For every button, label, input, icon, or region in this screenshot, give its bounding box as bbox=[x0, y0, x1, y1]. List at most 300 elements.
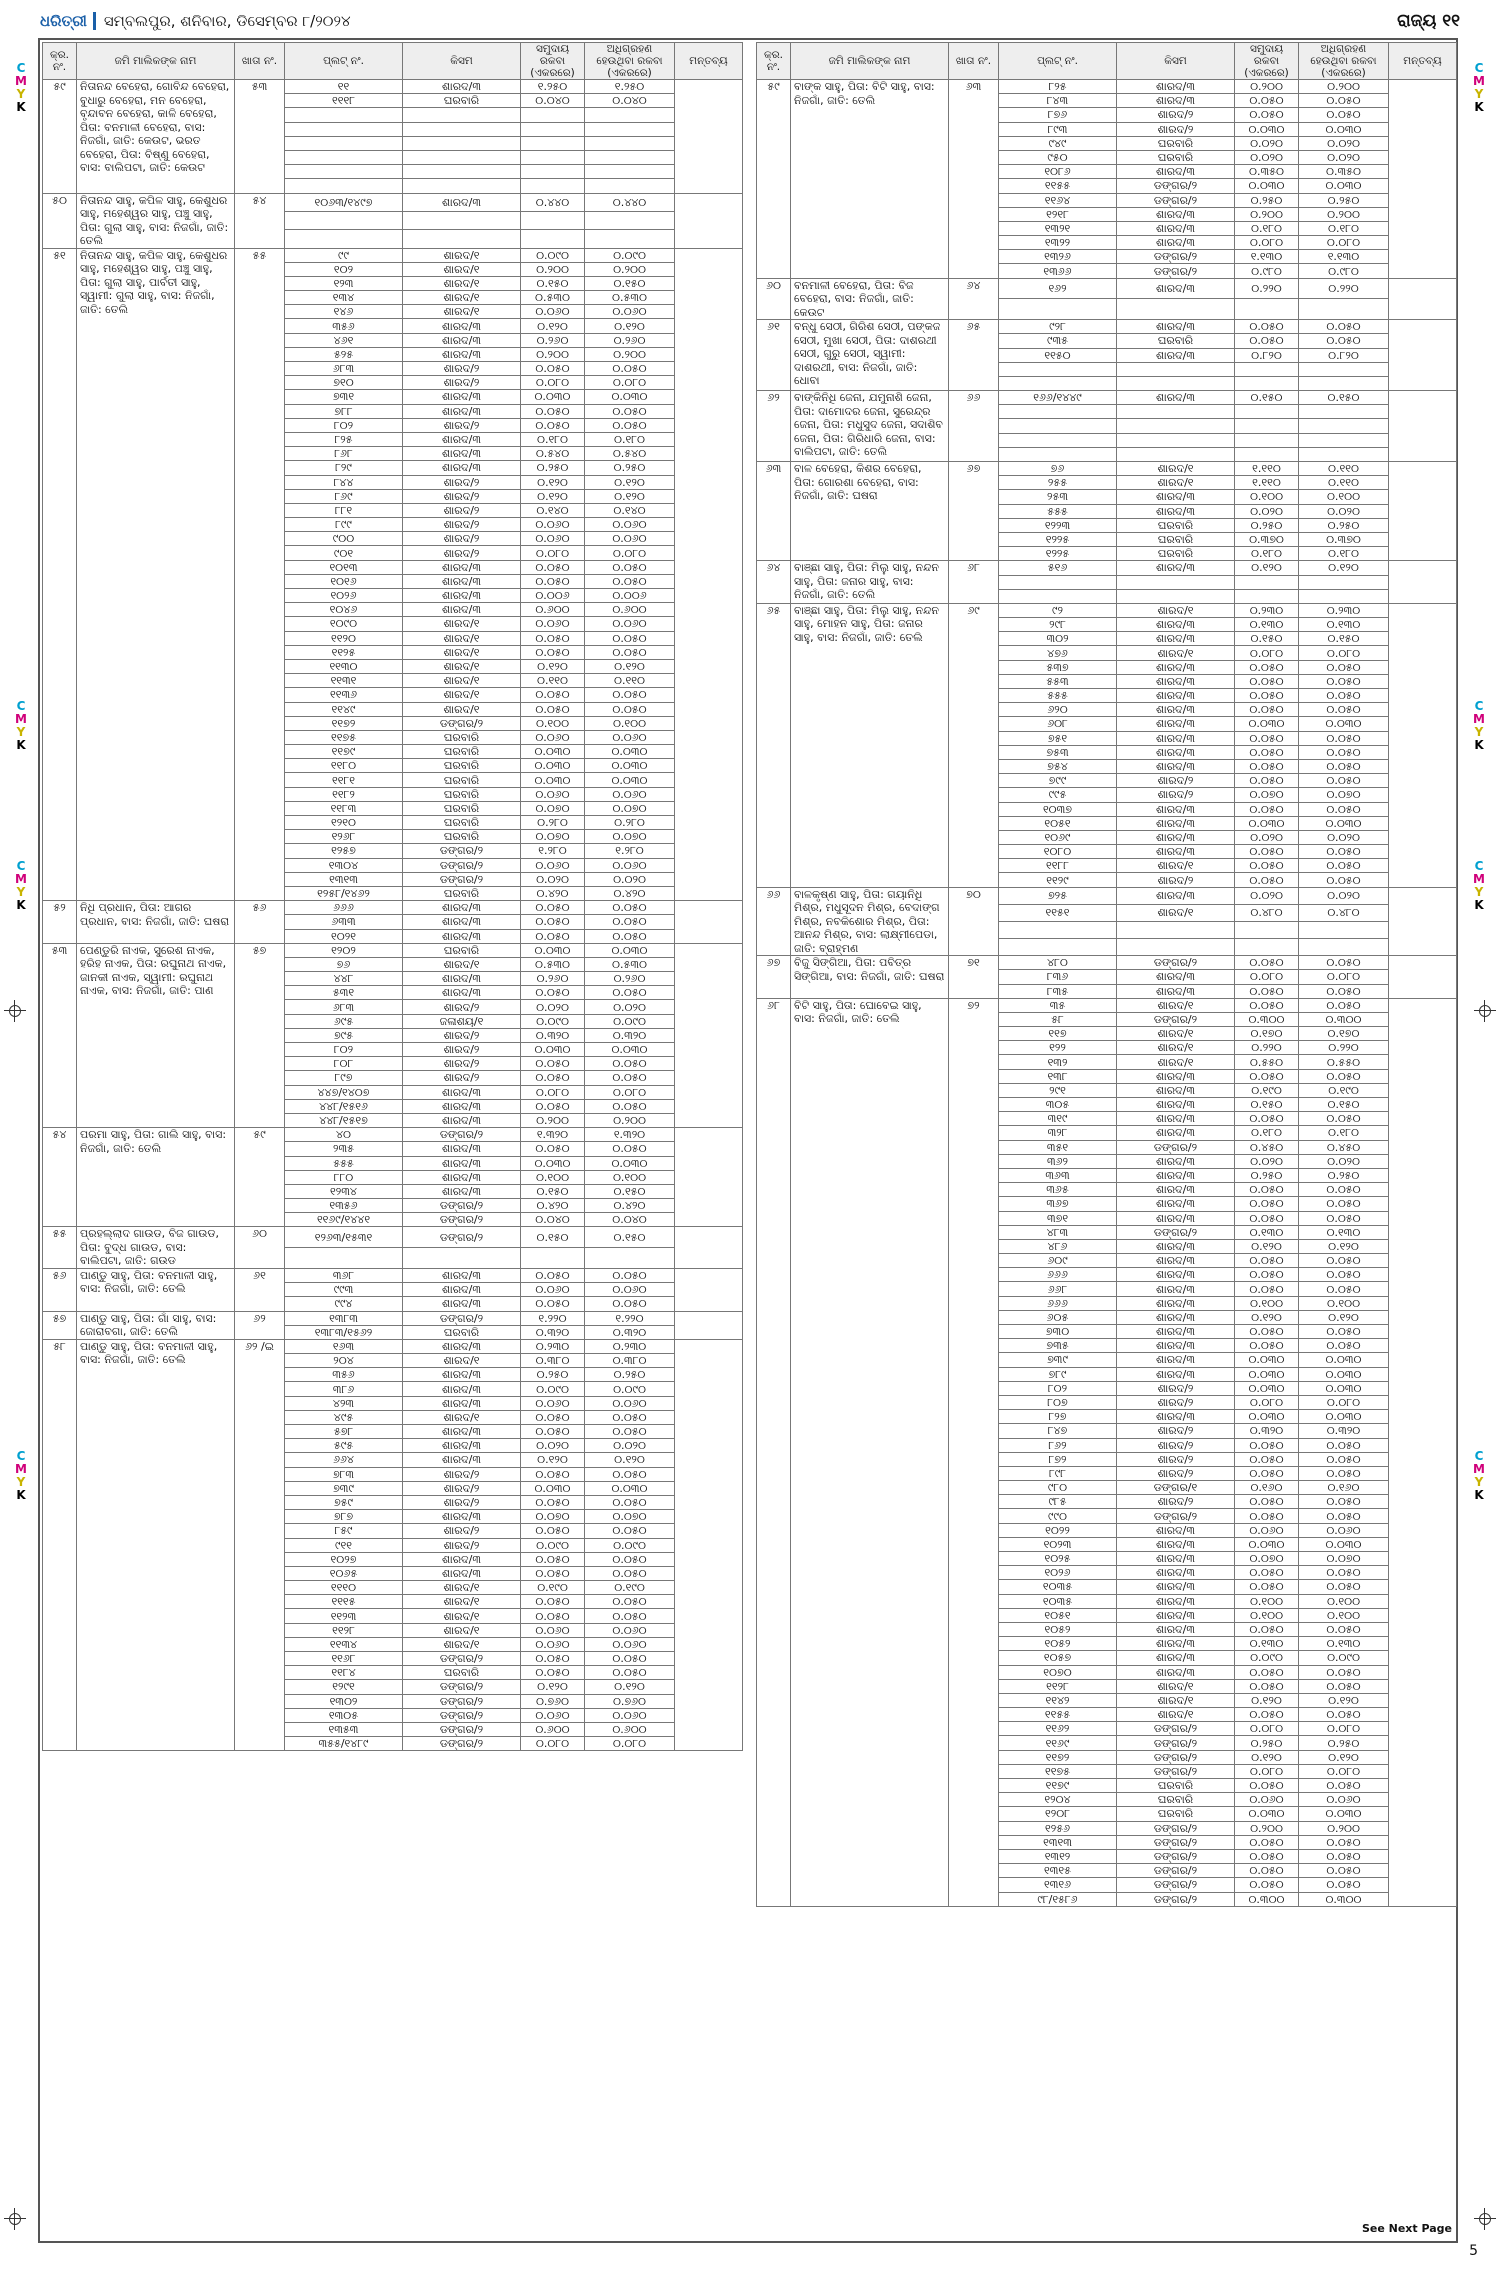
total-area: ୦.୦୬୦ bbox=[1235, 1523, 1299, 1537]
land-type: ଘରବାରି bbox=[403, 886, 521, 900]
total-area: ୦.୦୫୦ bbox=[1235, 1325, 1299, 1339]
column-header: କିସମ bbox=[403, 43, 521, 80]
plot-number: ୭୬ bbox=[285, 957, 403, 971]
plot-number: ୧୩୧୬ bbox=[999, 1878, 1117, 1892]
acquired-area: ୦.୨୦୦ bbox=[585, 1113, 675, 1127]
acquired-area: ୦.୨୨୦ bbox=[1299, 278, 1389, 299]
plot-number: ୧୧୪୨ bbox=[999, 1693, 1117, 1707]
land-type: ଡଙ୍ଗର/୨ bbox=[403, 1311, 521, 1325]
total-area: ୦.୦୨୦ bbox=[1235, 887, 1299, 904]
total-area: ୦.୦୫୦ bbox=[1235, 845, 1299, 859]
total-area: ୦.୦୯୦ bbox=[521, 248, 585, 262]
acquired-area: ୦.୦୭୦ bbox=[1299, 788, 1389, 802]
acquired-area: ୦.୦୫୦ bbox=[585, 1142, 675, 1156]
land-table-right bbox=[756, 42, 1457, 1907]
total-area: ୦.୦୬୦ bbox=[521, 617, 585, 631]
land-type: ଶାରଦ/୨ bbox=[403, 1481, 521, 1495]
empty-cell bbox=[585, 136, 675, 150]
khata-number: ୫୬ bbox=[235, 901, 285, 944]
remarks-cell bbox=[1389, 998, 1457, 1906]
acquired-area: ୦.୦୫୦ bbox=[1299, 802, 1389, 816]
acquired-area: ୦.୧୦୦ bbox=[585, 716, 675, 730]
plot-number: ୬୬୮ bbox=[999, 1282, 1117, 1296]
remarks-cell bbox=[1389, 462, 1457, 561]
land-type: ଶାରଦ/୩ bbox=[1117, 1197, 1235, 1211]
land-type: ଶାରଦ/୨ bbox=[1117, 1452, 1235, 1466]
land-type: ଶାରଦ/୩ bbox=[1117, 816, 1235, 830]
table-row bbox=[757, 320, 1457, 334]
table-row bbox=[43, 193, 743, 211]
plot-number: ୯୯୩ bbox=[285, 1283, 403, 1297]
plot-number: ୬୬୬ bbox=[285, 901, 403, 915]
acquired-area: ୦.୧୩୦ bbox=[1299, 618, 1389, 632]
land-type: ଶାରଦ/୩ bbox=[403, 1368, 521, 1382]
acquired-area: ୦.୦୫୦ bbox=[585, 1268, 675, 1282]
khata-number: ୫୫ bbox=[235, 248, 285, 901]
plot-number: ୧୧୮୨ bbox=[285, 787, 403, 801]
acquired-area: ୦.୦୫୦ bbox=[1299, 998, 1389, 1012]
khata-number: ୬୭ bbox=[949, 462, 999, 561]
empty-cell bbox=[1235, 433, 1299, 447]
plot-number: ୯୮୫ bbox=[999, 1495, 1117, 1509]
total-area: ୦.୦୫୦ bbox=[521, 574, 585, 588]
total-area: ୦.୦୫୦ bbox=[521, 1652, 585, 1666]
registration-circle bbox=[9, 1005, 21, 1017]
land-table-left bbox=[42, 42, 743, 1751]
acquired-area: ୦.୩୨୦ bbox=[585, 1325, 675, 1339]
plot-number: ୬୯୫ bbox=[285, 1014, 403, 1028]
land-type: ଶାରଦ/୩ bbox=[1117, 984, 1235, 998]
remarks-cell bbox=[1389, 320, 1457, 391]
empty-cell bbox=[1117, 376, 1235, 390]
total-area: ୦.୧୮୦ bbox=[1235, 1126, 1299, 1140]
total-area: ୦.୦୩୦ bbox=[1235, 1410, 1299, 1424]
empty-cell bbox=[1117, 939, 1235, 956]
total-area: ୦.୦୮୦ bbox=[1235, 1395, 1299, 1409]
plot-number: ୮୮୧ bbox=[285, 503, 403, 517]
land-type: ଶାରଦ/୧ bbox=[1117, 1055, 1235, 1069]
plot-number: ୧୧୮୦ bbox=[285, 759, 403, 773]
land-type: ଶାରଦ/୧ bbox=[403, 1637, 521, 1651]
empty-cell bbox=[585, 108, 675, 122]
owner-name: ନିତାନନ୍ଦ ବେହେରା, ଗୋବିନ୍ଦ ବେହେରା, ବୁଧାରୁ ବେହେରା, ମନ ବେହେରା, ବୃନ୍ଦାବନ ବେହେରା, କାଳି ବେହେରା, ପିତା: ବନମାଳୀ ବେହେରା, ବାସ: ନିଜଗାଁ, ଜାତି: କେଉଟ, ଭରତ ବେହେରା, ପିତା: ବିଷ୍ଣୁ ବେହେରା, ବାସ: ବାଲିପଟା, ଜାତି: କେଉଟ bbox=[77, 80, 235, 194]
total-area: ୦.୦୫୦ bbox=[521, 702, 585, 716]
acquired-area: ୦.୦୫୦ bbox=[1299, 1864, 1389, 1878]
acquired-area: ୦.୧୯୦ bbox=[1299, 1083, 1389, 1097]
table-header-row bbox=[757, 43, 1457, 80]
acquired-area: ୦.୦୫୦ bbox=[1299, 1112, 1389, 1126]
empty-cell bbox=[1235, 921, 1299, 938]
acquired-area: ୦.୪୫୦ bbox=[1299, 1140, 1389, 1154]
total-area: ୦.୦୫୦ bbox=[1235, 1069, 1299, 1083]
plot-number: ୧୩୮ bbox=[999, 1069, 1117, 1083]
acquired-area: ୦.୦୩୦ bbox=[585, 759, 675, 773]
acquired-area: ୦.୦୩୦ bbox=[1299, 1353, 1389, 1367]
acquired-area: ୦.୦୨୦ bbox=[585, 1439, 675, 1453]
total-area: ୦.୦୬୦ bbox=[521, 730, 585, 744]
plot-number: ୧୦୬୩/୧୪୯୭ bbox=[285, 193, 403, 211]
empty-cell bbox=[521, 108, 585, 122]
serial-number: ୬୪ bbox=[757, 561, 791, 604]
acquired-area: ୦.୦୩୦ bbox=[585, 943, 675, 957]
plot-number: ୧୧୮୮ bbox=[999, 859, 1117, 873]
plot-number: ୧୧୫୫ bbox=[999, 1708, 1117, 1722]
acquired-area: ୦.୦୭୦ bbox=[1299, 1552, 1389, 1566]
total-area: ୦.୦୯୦ bbox=[521, 1382, 585, 1396]
empty-cell bbox=[521, 165, 585, 179]
remarks-cell bbox=[675, 80, 743, 194]
total-area: ୦.୧୨୦ bbox=[1235, 561, 1299, 575]
acquired-area: ୦.୦୫୦ bbox=[1299, 1835, 1389, 1849]
acquired-area: ୦.୦୫୦ bbox=[1299, 873, 1389, 887]
table-row bbox=[43, 1339, 743, 1353]
table-row bbox=[757, 561, 1457, 575]
total-area: ୦.୧୨୦ bbox=[521, 1453, 585, 1467]
plot-number: ୧୨୨୫ bbox=[999, 532, 1117, 546]
plot-number: ୧୦୫୭ bbox=[999, 1651, 1117, 1665]
land-type: ଶାରଦ/୩ bbox=[1117, 887, 1235, 904]
acquired-area: ୦.୦୫୦ bbox=[585, 574, 675, 588]
plot-number: ୬୨୦ bbox=[999, 703, 1117, 717]
empty-cell bbox=[403, 1248, 521, 1269]
land-type: ଘରବାରି bbox=[1117, 1807, 1235, 1821]
cmk-color-mark bbox=[14, 1450, 28, 1502]
acquired-area: ୦.୦୫୦ bbox=[1299, 660, 1389, 674]
empty-cell bbox=[1117, 589, 1235, 603]
table-row bbox=[43, 80, 743, 94]
cmk-letter: C bbox=[1474, 859, 1484, 873]
cmk-letter: Y bbox=[1474, 885, 1484, 899]
plot-number: ୧୨୦୨ bbox=[285, 943, 403, 957]
cmk-color-mark bbox=[14, 62, 28, 114]
total-area: ୦.୦୨୦ bbox=[1235, 504, 1299, 518]
plot-number: ୧୬୩ bbox=[285, 1339, 403, 1353]
land-type: ଶାରଦ/୨ bbox=[1117, 1438, 1235, 1452]
plot-number: ୬୦୫ bbox=[999, 1310, 1117, 1324]
plot-number: ୧୦୮୬ bbox=[999, 165, 1117, 179]
land-type: ଶାରଦ/୩ bbox=[1117, 830, 1235, 844]
total-area: ୦.୦୮୦ bbox=[521, 546, 585, 560]
column-header: କ୍ର. ନଂ. bbox=[757, 43, 791, 80]
total-area: ୦.୨୫୦ bbox=[1235, 1168, 1299, 1182]
plot-number: ୮୯୯ bbox=[285, 518, 403, 532]
acquired-area: ୦.୦୮୦ bbox=[1299, 970, 1389, 984]
acquired-area: ୦.୧୨୦ bbox=[1299, 561, 1389, 575]
acquired-area: ୦.୦୩୦ bbox=[585, 773, 675, 787]
land-type: ଘରବାରି bbox=[403, 1325, 521, 1339]
acquired-area: ୦.୦୫୦ bbox=[1299, 1665, 1389, 1679]
land-type: ଶାରଦ/୩ bbox=[403, 1439, 521, 1453]
column-header: ଖାତା ନଂ. bbox=[949, 43, 999, 80]
plot-number: ୬୮୩ bbox=[285, 362, 403, 376]
total-area: ୦.୨୩୦ bbox=[521, 1339, 585, 1353]
total-area: ୦.୦୨୦ bbox=[1235, 150, 1299, 164]
land-type: ଶାରଦ/୩ bbox=[1117, 1566, 1235, 1580]
total-area: ୦.୦୮୦ bbox=[521, 376, 585, 390]
serial-number: ୫୨ bbox=[43, 901, 77, 944]
total-area: ୦.୧୨୦ bbox=[1235, 1239, 1299, 1253]
owner-name: ବନ୍ଧୁ ସେଠୀ, ଗିରିଶ ସେଠୀ, ପଙ୍କଜ ସେଠୀ, ମୁଖା ସେଠୀ, ପିତା: ଦାଶରଥୀ ସେଠୀ, ଗୁରୁ ସେଠୀ, ସ୍ୱାମୀ: ଦାଶରଥୀ, ବାସ: ନିଜଗାଁ, ଜାତି: ଧୋବା bbox=[791, 320, 949, 391]
total-area: ୧.୩୨୦ bbox=[521, 1128, 585, 1142]
plot-number: ୮୮୦ bbox=[285, 1170, 403, 1184]
total-area: ୦.୧୨୦ bbox=[1235, 1693, 1299, 1707]
acquired-area: ୦.୨୫୦ bbox=[1299, 193, 1389, 207]
cmk-letter: K bbox=[16, 1488, 26, 1502]
land-type: ଶାରଦ/୧ bbox=[1117, 1041, 1235, 1055]
plot-number: ୨୩୫ bbox=[285, 1142, 403, 1156]
land-type: ଶାରଦ/୩ bbox=[403, 1156, 521, 1170]
khata-number: ୫୯ bbox=[235, 1128, 285, 1227]
total-area: ୦.୦୬୦ bbox=[521, 1396, 585, 1410]
owner-name: ବାଞ୍ଛା ସାହୁ, ପିତା: ମିଲୁ ସାହୁ, ନନ୍ଦନ ସାହୁ, ପିତା: ଜନାର ସାହୁ, ବାସ: ନିଜଗାଁ, ଜାତି: ତେଲି bbox=[791, 561, 949, 604]
land-type: ଶାରଦ/୨ bbox=[1117, 774, 1235, 788]
land-type: ଶାରଦ/୧ bbox=[1117, 859, 1235, 873]
land-type: ଶାରଦ/୨ bbox=[403, 1538, 521, 1552]
empty-cell bbox=[521, 136, 585, 150]
total-area: ୦.୧୨୦ bbox=[521, 319, 585, 333]
acquired-area: ୦.୦୫୦ bbox=[585, 1425, 675, 1439]
acquired-area: ୦.୦୮୦ bbox=[1299, 1722, 1389, 1736]
total-area: ୦.୦୩୦ bbox=[1235, 1807, 1299, 1821]
acquired-area: ୦.୧୯୦ bbox=[585, 1581, 675, 1595]
plot-number: ୧୩୧୩ bbox=[285, 872, 403, 886]
empty-cell bbox=[585, 122, 675, 136]
plot-number: ୩୫୬ bbox=[285, 1368, 403, 1382]
total-area: ୦.୩୫୦ bbox=[1235, 165, 1299, 179]
acquired-area: ୦.୦୫୦ bbox=[1299, 1452, 1389, 1466]
total-area: ୦.୨୫୦ bbox=[1235, 518, 1299, 532]
acquired-area: ୦.୨୫୦ bbox=[1299, 1736, 1389, 1750]
cmk-color-mark bbox=[1472, 62, 1486, 114]
acquired-area: ୦.୨୨୦ bbox=[1299, 1041, 1389, 1055]
total-area: ୦.୦୫୦ bbox=[1235, 1878, 1299, 1892]
empty-cell bbox=[1117, 447, 1235, 461]
land-type: ଡଙ୍ଗର/୨ bbox=[1117, 1821, 1235, 1835]
acquired-area: ୦.୦୫୦ bbox=[585, 986, 675, 1000]
total-area: ୦.୧୮୦ bbox=[521, 432, 585, 446]
acquired-area: ୦.୧୨୦ bbox=[1299, 1310, 1389, 1324]
plot-number: ୭୩୫ bbox=[999, 1339, 1117, 1353]
acquired-area: ୦.୨୩୦ bbox=[585, 1339, 675, 1353]
total-area: ୦.୦୫୦ bbox=[1235, 94, 1299, 108]
table-row bbox=[757, 998, 1457, 1012]
cmk-letter: M bbox=[1473, 712, 1485, 726]
total-area: ୦.୧୫୦ bbox=[1235, 632, 1299, 646]
empty-cell bbox=[585, 150, 675, 164]
section-page-label: ରାଜ୍ୟ ୧୧ bbox=[1397, 11, 1460, 31]
plot-number: ୧୦୨୨ bbox=[999, 1523, 1117, 1537]
registration-circle bbox=[9, 2213, 21, 2225]
cmk-letter: M bbox=[1473, 74, 1485, 88]
land-type: ଶାରଦ/୩ bbox=[403, 447, 521, 461]
land-type: ଡଙ୍ଗର/୨ bbox=[1117, 1764, 1235, 1778]
land-type: ଘରବାରି bbox=[1117, 1793, 1235, 1807]
total-area: ୦.୦୫୦ bbox=[1235, 660, 1299, 674]
total-area: ୦.୦୫୦ bbox=[1235, 745, 1299, 759]
plot-number: ୮୫୯ bbox=[285, 1524, 403, 1538]
acquired-area: ୦.୦୨୦ bbox=[1299, 504, 1389, 518]
plot-number: ୮୨୫ bbox=[999, 80, 1117, 94]
plot-number: ୬୦୯ bbox=[999, 1254, 1117, 1268]
land-type: ଶାରଦ/୩ bbox=[1117, 1665, 1235, 1679]
total-area: ୦.୧୨୦ bbox=[521, 489, 585, 503]
total-area: ୦.୧୪୦ bbox=[521, 503, 585, 517]
land-type: ଶାରଦ/୩ bbox=[1117, 1580, 1235, 1594]
acquired-area: ୦.୦୫୦ bbox=[585, 1595, 675, 1609]
owner-name: ବାଳ ବେହେରା, କିଶର ବେହେରା, ପିତା: ଗୋରଶା ବେହେରା, ବାସ: ନିଜଗାଁ, ଜାତି: ଘଷରା bbox=[791, 462, 949, 561]
total-area: ୦.୦୨୦ bbox=[1235, 1154, 1299, 1168]
plot-number: ୩୫୫/୧୪୮୯ bbox=[285, 1737, 403, 1751]
land-type: ଘରବାରି bbox=[403, 801, 521, 815]
cmk-letter: K bbox=[1474, 100, 1484, 114]
column-header: ସମୁଦାୟ ରକବା (ଏକରରେ) bbox=[1235, 43, 1299, 80]
acquired-area: ୦.୦୬୦ bbox=[585, 787, 675, 801]
acquired-area: ୦.୦୮୦ bbox=[1299, 1764, 1389, 1778]
acquired-area: ୦.୦୫୦ bbox=[1299, 731, 1389, 745]
plot-number: ୧୩୨୧ bbox=[999, 221, 1117, 235]
empty-cell bbox=[521, 211, 585, 229]
plot-number: ୭୮୩ bbox=[285, 1467, 403, 1481]
empty-cell bbox=[1235, 299, 1299, 320]
total-area: ୦.୧୯୦ bbox=[1235, 1083, 1299, 1097]
total-area: ୦.୦୩୦ bbox=[521, 1156, 585, 1170]
total-area: ୦.୧୬୦ bbox=[1235, 1481, 1299, 1495]
total-area: ୦.୫୫୦ bbox=[1235, 1055, 1299, 1069]
empty-cell bbox=[403, 150, 521, 164]
owner-name: ପେଣ୍ଡୁରି ନାଏକ, ସୁରେଶ ନାଏକ, ହରିହ ନାଏକ, ପିତା: ରଘୁନାଥ ନାଏକ, ଜାନକୀ ନାଏକ, ସ୍ୱାମୀ: ରଘୁନାଥ ନାଏକ, ବାସ: ନିଜଗାଁ, ଜାତି: ପାଣ bbox=[77, 943, 235, 1127]
cmk-letter: M bbox=[1473, 872, 1485, 886]
land-type: ଶାରଦ/୧ bbox=[1117, 1027, 1235, 1041]
land-type: ଶାରଦ/୧ bbox=[1117, 1693, 1235, 1707]
total-area: ୦.୦୫୦ bbox=[521, 1609, 585, 1623]
total-area: ୦.୦୭୦ bbox=[521, 801, 585, 815]
owner-name: ନିତାନନ୍ଦ ସାହୁ, କପିଳ ସାହୁ, କେଶୁଧର ସାହୁ, ମହେଶ୍ୱର ସାହୁ, ପଞ୍ଚୁ ସାହୁ, ପିତା: ଗୁଲା ସାହୁ, ପାର୍ବତୀ ସାହୁ, ସ୍ୱାମୀ: ଗୁଲା ସାହୁ, ବାସ: ନିଜଗାଁ, ଜାତି: ତେଲି bbox=[77, 248, 235, 901]
land-type: ଶାରଦ/୩ bbox=[1117, 1367, 1235, 1381]
land-type: ଶାରଦ/୩ bbox=[403, 1453, 521, 1467]
total-area: ୦.୧୨୦ bbox=[521, 475, 585, 489]
land-type: ଶାରଦ/୨ bbox=[403, 546, 521, 560]
acquired-area: ୦.୦୫୦ bbox=[1299, 1069, 1389, 1083]
land-type: ଡଙ୍ଗର/୨ bbox=[1117, 193, 1235, 207]
land-type: ଘରବାରି bbox=[403, 830, 521, 844]
total-area: ୦.୪୨୦ bbox=[521, 886, 585, 900]
empty-cell bbox=[285, 179, 403, 193]
total-area: ୦.୦୫୦ bbox=[521, 1268, 585, 1282]
total-area: ୦.୦୯୦ bbox=[521, 1538, 585, 1552]
total-area: ୦.୨୬୦ bbox=[521, 972, 585, 986]
total-area: ୦.୩୮୦ bbox=[521, 1354, 585, 1368]
plot-number: ୧୦୬୯ bbox=[999, 830, 1117, 844]
acquired-area: ୦.୦୬୦ bbox=[585, 1396, 675, 1410]
land-type: ଶାରଦ/୨ bbox=[403, 489, 521, 503]
empty-cell bbox=[1235, 939, 1299, 956]
land-type: ଶାରଦ/୧ bbox=[403, 305, 521, 319]
plot-number: ୩୬୫ bbox=[999, 1183, 1117, 1197]
plot-number: ୧୦୩୫ bbox=[999, 1580, 1117, 1594]
cmk-letter: K bbox=[1474, 1488, 1484, 1502]
land-type: ଶାରଦ/୩ bbox=[403, 432, 521, 446]
land-type: ଶାରଦ/୨ bbox=[403, 1467, 521, 1481]
total-area: ୦.୪୪୦ bbox=[521, 193, 585, 211]
owner-name: ପାଣ୍ଡୁ ସାହୁ, ପିତା: ବନମାଳୀ ସାହୁ, ବାସ: ନିଜଗାଁ, ଜାତି: ତେଲି bbox=[77, 1268, 235, 1311]
land-type: ଡଙ୍ଗର/୨ bbox=[1117, 1225, 1235, 1239]
cmk-letter: M bbox=[15, 1462, 27, 1476]
acquired-area: ୦.୧୫୦ bbox=[585, 1227, 675, 1248]
land-type: ଶାରଦ/୩ bbox=[1117, 1410, 1235, 1424]
acquired-area: ୦.୦୫୦ bbox=[1299, 703, 1389, 717]
cmk-letter: M bbox=[15, 712, 27, 726]
acquired-area: ୦.୧୮୦ bbox=[1299, 1126, 1389, 1140]
total-area: ୦.୦୫୦ bbox=[521, 1099, 585, 1113]
column-header: ପ୍ଲଟ୍ ନଂ. bbox=[285, 43, 403, 80]
cmk-letter: Y bbox=[16, 725, 26, 739]
land-type: ଡଙ୍ଗର/୨ bbox=[1117, 1736, 1235, 1750]
land-type: ଶାରଦ/୨ bbox=[1117, 1395, 1235, 1409]
total-area: ୦.୩୨୦ bbox=[521, 1325, 585, 1339]
land-type: ଡଙ୍ଗର/୨ bbox=[1117, 1012, 1235, 1026]
acquired-area: ୦.୦୫୦ bbox=[1299, 1679, 1389, 1693]
plot-number: ୨୫୫ bbox=[999, 476, 1117, 490]
total-area: ୦.୦୫୦ bbox=[521, 1410, 585, 1424]
plot-number: ୪୮୬ bbox=[999, 1239, 1117, 1253]
acquired-area: ୦.୦୬୦ bbox=[585, 730, 675, 744]
empty-cell bbox=[521, 150, 585, 164]
plot-number: ୧୧୬୯ bbox=[999, 1736, 1117, 1750]
acquired-area: ୦.୧୨୦ bbox=[585, 1453, 675, 1467]
land-type: ଶାରଦ/୩ bbox=[1117, 207, 1235, 221]
acquired-area: ୦.୦୨୦ bbox=[1299, 830, 1389, 844]
land-type: ଶାରଦ/୩ bbox=[1117, 759, 1235, 773]
empty-cell bbox=[1235, 589, 1299, 603]
plot-number: ୧୦୫୨ bbox=[999, 1637, 1117, 1651]
empty-cell bbox=[999, 362, 1117, 376]
cmk-letter: C bbox=[1474, 1449, 1484, 1463]
land-type: ଘରବାରି bbox=[1117, 150, 1235, 164]
serial-number: ୬୨ bbox=[757, 391, 791, 462]
acquired-area: ୦.୪୮୦ bbox=[1299, 904, 1389, 921]
land-type: ଶାରଦ/୩ bbox=[403, 574, 521, 588]
total-area: ୦.୦୮୦ bbox=[1235, 236, 1299, 250]
empty-cell bbox=[585, 211, 675, 229]
land-type: ଶାରଦ/୩ bbox=[1117, 1537, 1235, 1551]
plot-number: ୧୧୭୫ bbox=[285, 730, 403, 744]
acquired-area: ୦.୦୨୦ bbox=[1299, 150, 1389, 164]
plot-number: ୮୦୮ bbox=[285, 1057, 403, 1071]
remarks-cell bbox=[1389, 956, 1457, 999]
registration-mark-icon bbox=[4, 2208, 26, 2230]
table-row bbox=[43, 943, 743, 957]
plot-number: ୯୮/୧୫୮୬ bbox=[999, 1892, 1117, 1906]
owner-name: ବାଙ୍କିନିଧି ଜେନା, ଯମୁନାଶି ଜେନା, ପିତା: ଦାମୋଦର ଜେନା, ସୁରେନ୍ଦ୍ର ଜେନା, ପିତା: ମଧୁସୁଦ ଜେନା, ସଦାଶିବ ଜେନା, ପିତା: ଗିରିଧାରି ଜେନା, ବାସ: ବାଲିପଟା, ଜାତି: ତେଲି bbox=[791, 391, 949, 462]
acquired-area: ୧.୨୫୦ bbox=[585, 80, 675, 94]
empty-cell bbox=[1235, 376, 1299, 390]
acquired-area: ୦.୦୫୦ bbox=[1299, 320, 1389, 334]
total-area: ୦.୦୫୦ bbox=[1235, 1197, 1299, 1211]
land-type: ଶାରଦ/୨ bbox=[1117, 873, 1235, 887]
land-type: ଶାରଦ/୧ bbox=[403, 1609, 521, 1623]
acquired-area: ୦.୧୨୦ bbox=[585, 475, 675, 489]
total-area: ୦.୦୩୦ bbox=[521, 1481, 585, 1495]
land-type: ଶାରଦ/୩ bbox=[1117, 1268, 1235, 1282]
cmk-letter: K bbox=[1474, 898, 1484, 912]
acquired-area: ୦.୦୩୦ bbox=[1299, 816, 1389, 830]
total-area: ୦.୪୫୦ bbox=[1235, 1140, 1299, 1154]
plot-number: ୧୧୩୦ bbox=[285, 659, 403, 673]
empty-cell bbox=[585, 1248, 675, 1269]
land-type: ଶାରଦ/୨ bbox=[403, 1071, 521, 1085]
total-area: ୦.୨୦୦ bbox=[1235, 207, 1299, 221]
plot-number: ୧୦୨୭ bbox=[285, 1552, 403, 1566]
